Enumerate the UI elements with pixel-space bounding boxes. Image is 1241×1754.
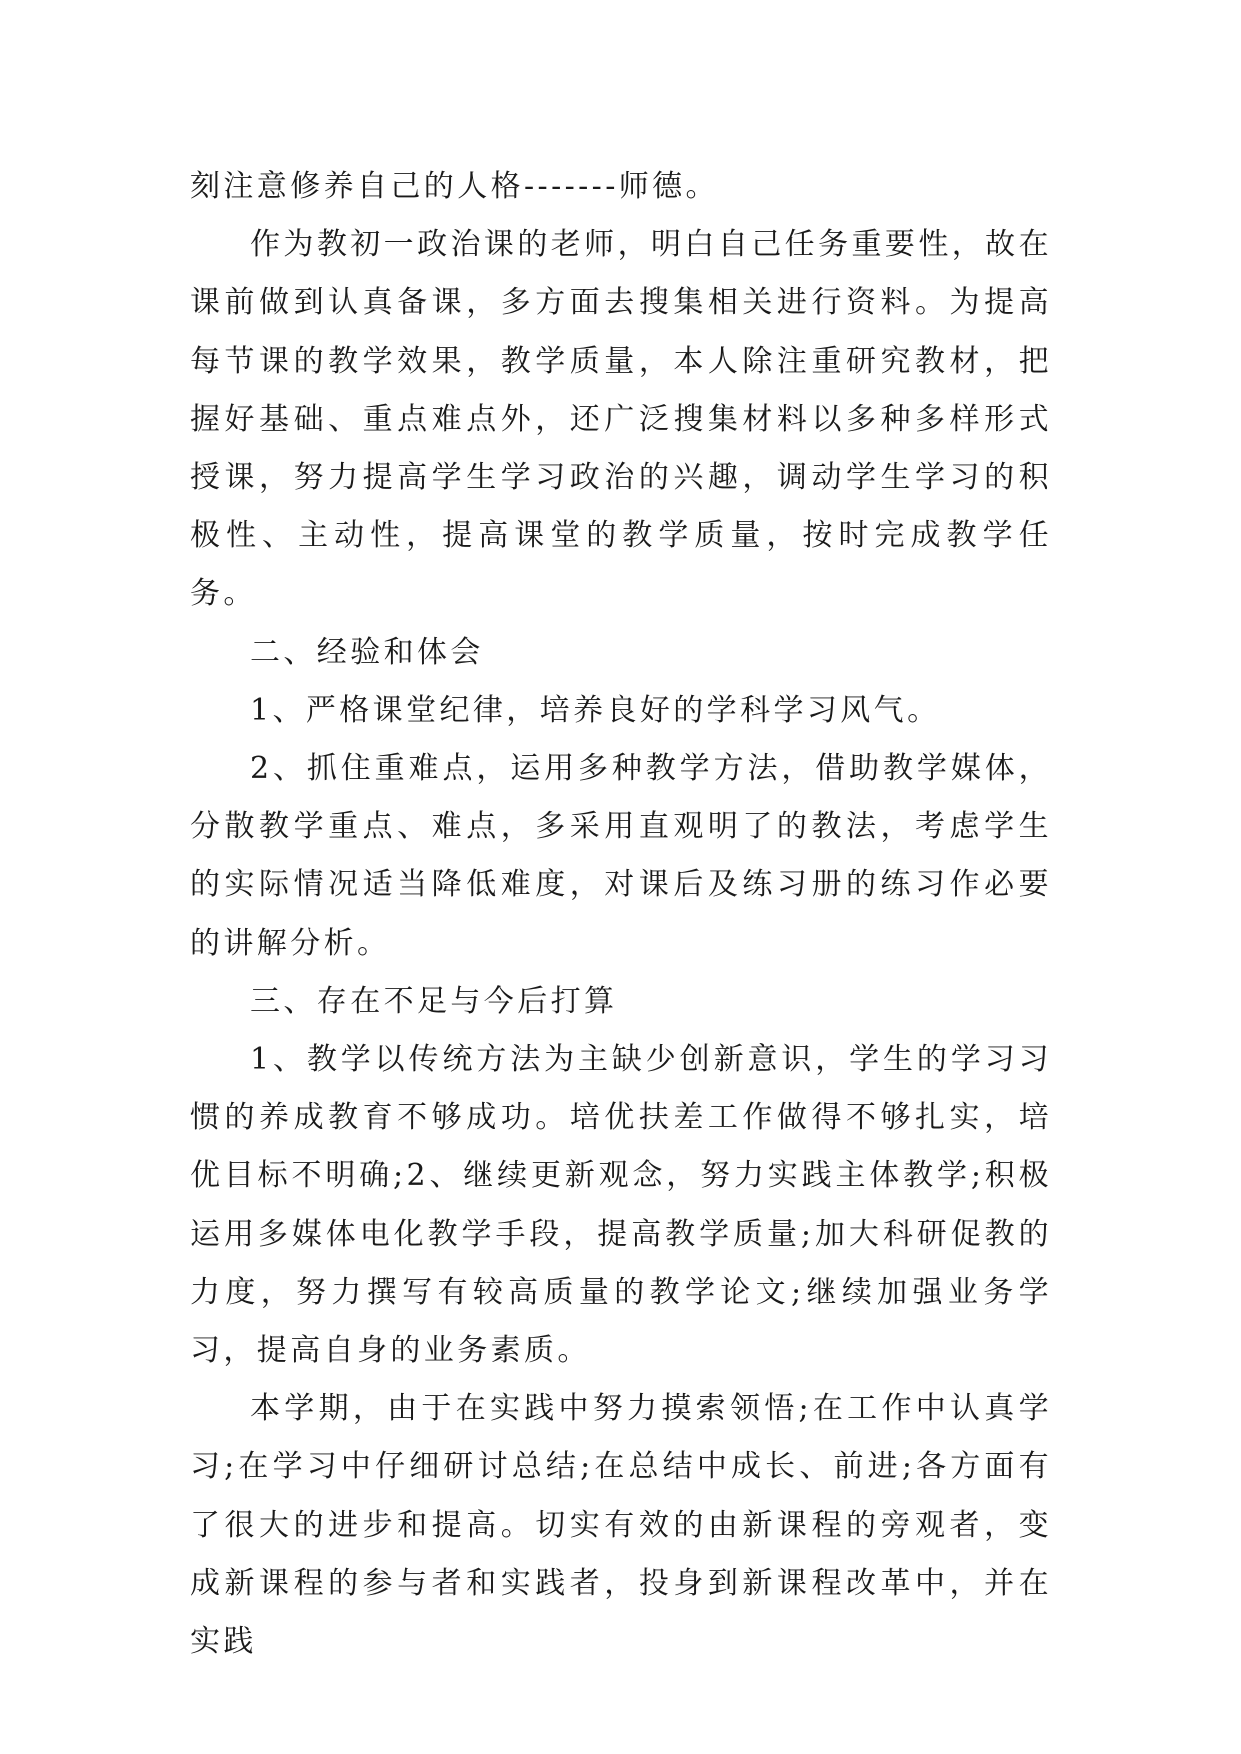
- paragraph-teaching-work: 作为教初一政治课的老师，明白自己任务重要性，故在课前做到认真备课，多方面去搜集相关进行资料。为提高每节课的教学效果，教学质量，本人除注重研究教材，把握好基础、重点难点外，还广泛搜集材料以多种多样形式授课，努力提高学生学习政治的兴趣，调动学生学习的积极性、主动性，提高课堂的教学质量，按时完成教学任务。: [190, 227, 1052, 612]
- section-heading-experience: 二、经验和体会: [250, 634, 484, 670]
- paragraph-continuation: 刻注意修养自己的人格-------师德。: [190, 169, 719, 204]
- paragraph-semester-summary: 本学期，由于在实践中努力摸索领悟;在工作中认真学习;在学习中仔细研讨总结;在总结中成长、前进;各方面有了很大的进步和提高。切实有效的由新课程的旁观者，变成新课程的参与者和实践者，投身到新课程改革中，并在实践: [190, 1391, 1052, 1660]
- paragraph-key-points: 2、抓住重难点，运用多种教学方法，借助教学媒体，分散教学重点、难点，多采用直观明了的教法，考虑学生的实际情况适当降低难度，对课后及练习册的练习作必要的讲解分析。: [190, 751, 1052, 961]
- document-body: [190, 158, 1052, 1671]
- paragraph-shortcomings-plans: 1、教学以传统方法为主缺少创新意识，学生的学习习惯的养成教育不够成功。培优扶差工作做得不够扎实，培优目标不明确;2、继续更新观念，努力实践主体教学;积极运用多媒体电化教学手段，提高教学质量;加大科研促教的力度，努力撰写有较高质量的教学论文;继续加强业务学习，提高自身的业务素质。: [190, 1042, 1052, 1369]
- section-heading-shortcomings: 三、存在不足与今后打算: [250, 983, 618, 1019]
- paragraph-discipline: 1、严格课堂纪律，培养良好的学科学习风气。: [250, 692, 941, 728]
